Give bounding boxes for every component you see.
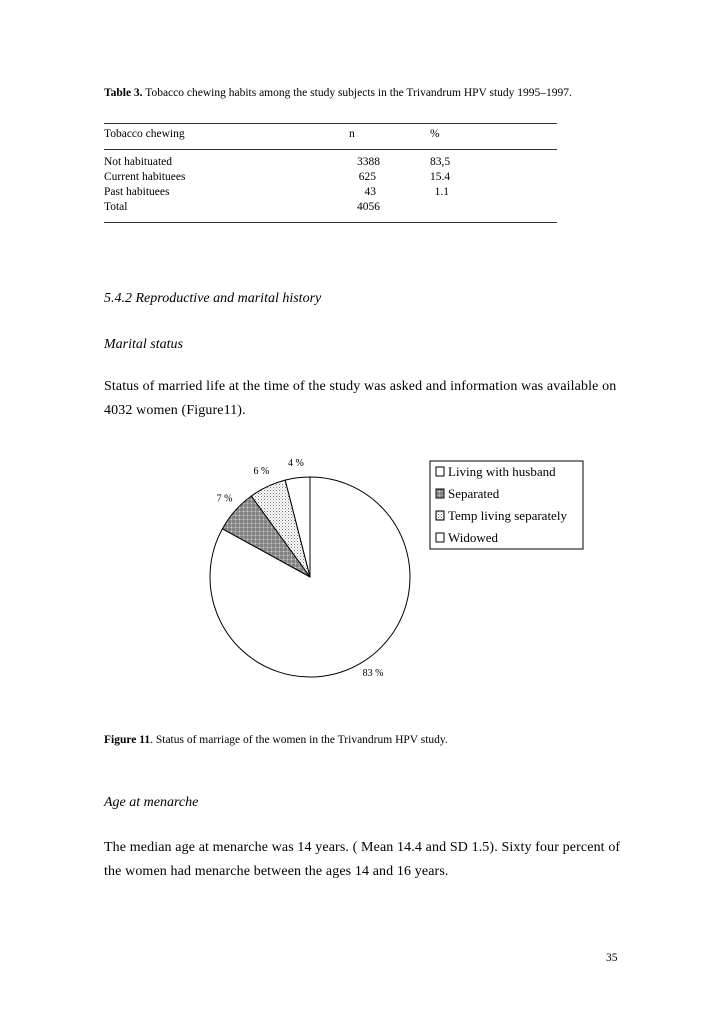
table-row-n: 43 <box>364 186 376 198</box>
table-header-percent: % <box>430 128 440 140</box>
table-caption <box>104 87 572 99</box>
marital-paragraph: Status of married life at the time of the study was asked and information was available on 4032 women (Figure11). <box>104 379 617 418</box>
table-row-label: Total <box>104 201 128 213</box>
legend-label: Living with husband <box>448 464 556 479</box>
figure-caption <box>104 734 448 746</box>
table-header-category: Tobacco chewing <box>104 128 185 140</box>
table-row-label: Not habituated <box>104 156 173 168</box>
pie-label-temp-living-separately: 6 % <box>253 465 270 477</box>
legend-label: Temp living separately <box>448 508 567 523</box>
table-caption-label: Table 3. <box>104 87 143 99</box>
table-top-rule <box>104 123 557 124</box>
pie-label-separated: 7 % <box>216 493 233 505</box>
legend-swatch <box>436 489 444 498</box>
table-header-rule <box>104 149 557 150</box>
legend-swatch <box>436 467 444 476</box>
pie-label-widowed: 4 % <box>288 457 304 469</box>
table-row-pct: 83,5 <box>430 156 451 168</box>
subheading-marital-status: Marital status <box>104 337 183 352</box>
legend-swatch <box>436 533 444 542</box>
table-row-n: 4056 <box>357 201 380 213</box>
table-row-pct: 15.4 <box>430 171 451 183</box>
subheading-menarche: Age at menarche <box>104 795 199 810</box>
menarche-paragraph: The median age at menarche was 14 years. ( Mean 14.4 and SD 1.5). Sixty four percent of the women had menarche between the ages 14 and 16 years. <box>104 840 621 879</box>
section-heading: 5.4.2 Reproductive and marital history <box>104 291 322 306</box>
table-row-n: 625 <box>358 171 376 183</box>
page-number: 35 <box>606 952 618 964</box>
legend-label: Separated <box>448 486 500 501</box>
table-row-label: Past habituees <box>104 186 170 198</box>
legend-swatch <box>436 511 444 520</box>
figure-caption-label: Figure 11 <box>104 734 151 746</box>
table-caption-text: Tobacco chewing habits among the study subjects in the Trivandrum HPV study 1995–1997. <box>142 87 572 99</box>
table-row-n: 3388 <box>357 156 380 168</box>
table-row-label: Current habituees <box>104 171 186 183</box>
table-row-pct: 1.1 <box>434 186 449 198</box>
marital-status-pie-chart <box>180 448 600 698</box>
pie-label-living-with-husband: 83 % <box>362 668 384 679</box>
legend-label: Widowed <box>448 530 499 545</box>
table-bottom-rule <box>104 222 557 223</box>
table-header-n: n <box>349 128 355 140</box>
figure-caption-text: . Status of marriage of the women in the Trivandrum HPV study. <box>150 734 448 746</box>
